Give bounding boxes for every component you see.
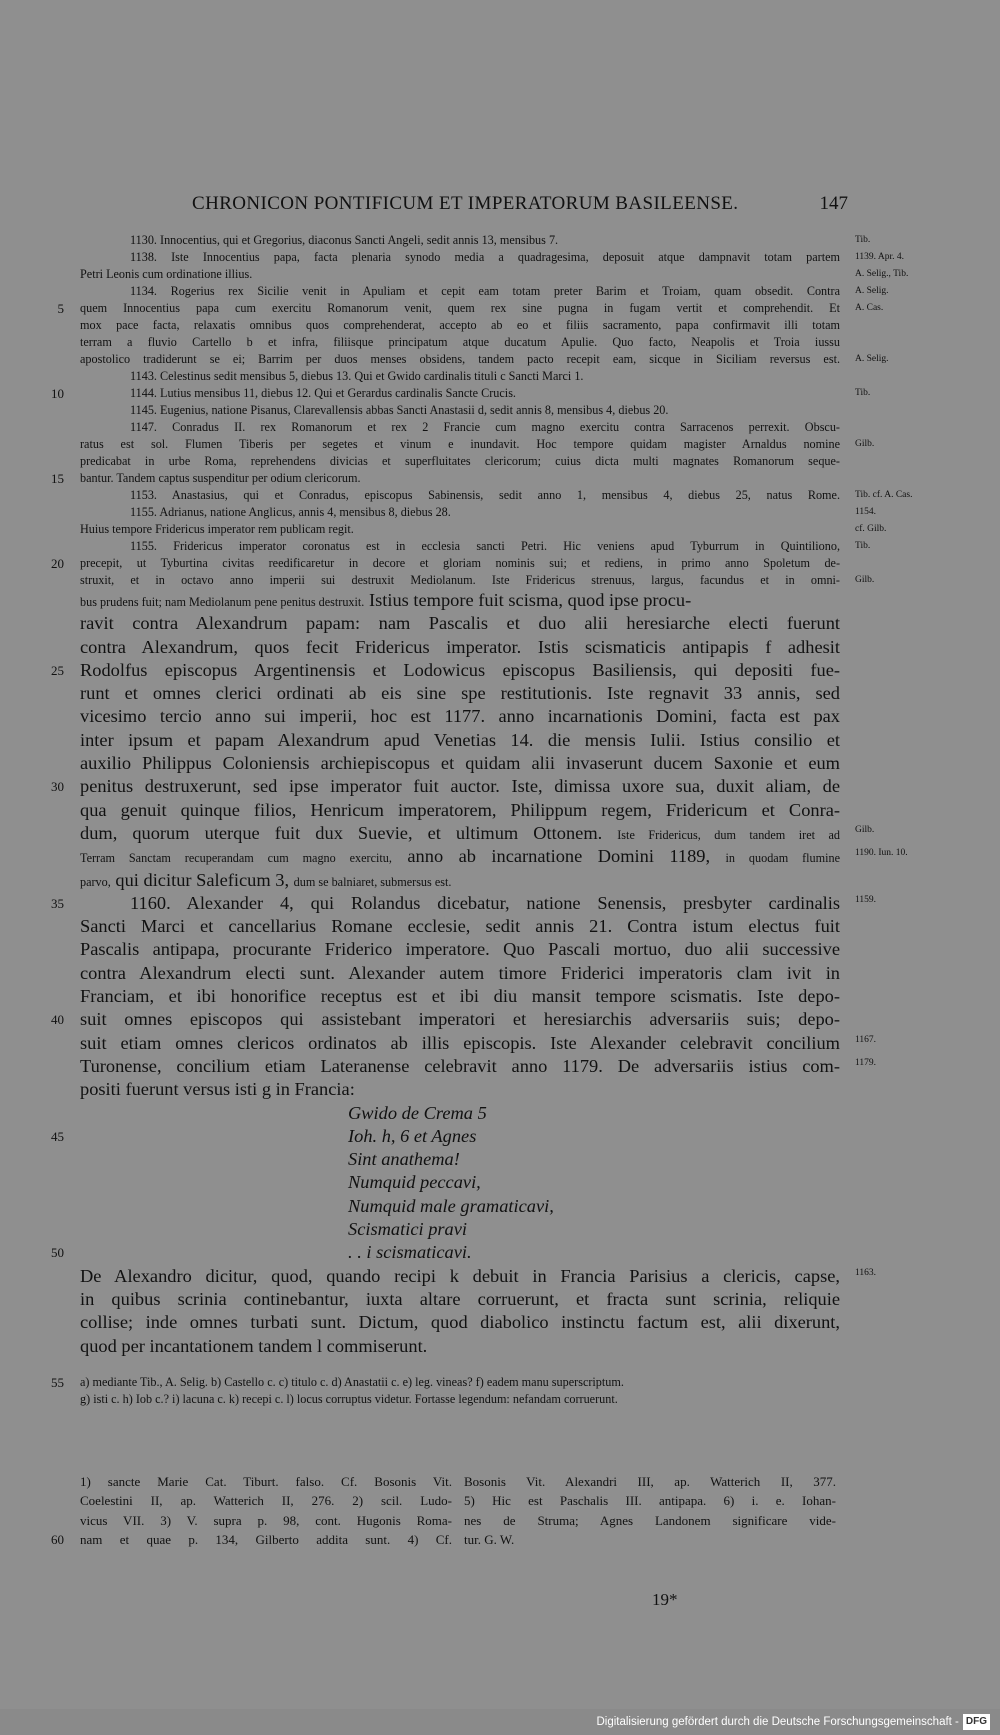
text-line xyxy=(51,892,877,915)
line-text: Turonense, concilium etiam Lateranense celebravit anno 1179. De adversariis istius com- xyxy=(80,1055,840,1076)
line-text: apostolico tradiderunt se ei; Barrim per duos menses obsidens, tandem pacto recepit eam, sicque in Siciliam reversus est. xyxy=(80,352,840,366)
line-number: 30 xyxy=(51,779,64,795)
line-number: 60 xyxy=(51,1532,64,1548)
line-number: 5 xyxy=(57,301,64,316)
text-line xyxy=(80,351,889,368)
line-text xyxy=(80,869,840,894)
line-text: Sancti Marci et cancellarius Romane ecclesie, sedit annis 21. Contra istum electus fuit xyxy=(80,916,840,937)
text-line xyxy=(80,1195,840,1218)
line-text: penitus destruxerunt, sed ipse imperator fuit auctor. Iste, dimissa uxore sua, duxit aliam, de xyxy=(80,776,840,797)
line-text: Numquid male gramaticavi, xyxy=(348,1195,554,1216)
margin-note: 1154. xyxy=(855,507,877,517)
text-line xyxy=(51,470,840,487)
line-text: 1153. Anastasius, qui et Conradus, episcopus Sabinensis, sedit anno 1, mensibus 4, diebus 25, natus Rome. xyxy=(130,488,840,502)
line-text: quod per incantationem tandem l commiserunt. xyxy=(80,1335,428,1356)
signature-mark: 19* xyxy=(652,1590,678,1609)
line-text: mox pace facta, relaxatis omnibus quos comprehenderat, accepto ab eo et filiis sacramento, papa confirmavit illi totam xyxy=(80,318,840,332)
line-text: Petri Leonis cum ordinatione illius. xyxy=(80,267,253,281)
line-text: a) mediante Tib., A. Selig. b) Castello c. c) titulo c. d) Anastatii c. e) leg. vineas? f) eadem manu superscriptum. xyxy=(80,1374,624,1389)
text-line xyxy=(80,1391,840,1408)
text-line xyxy=(80,521,887,538)
line-text: 1144. Lutius mensibus 11, diebus 12. Qui et Gerardus cardinalis Sancte Crucis. xyxy=(130,386,516,400)
spacer xyxy=(80,1358,840,1374)
footnote-line xyxy=(51,1530,452,1549)
line-text: Gwido de Crema 5 xyxy=(348,1102,487,1123)
footnote-text: Bosonis Vit. Alexandri III, ap. Watterich II, 377. xyxy=(464,1474,836,1489)
margin-note: 1159. xyxy=(855,894,877,905)
main-text xyxy=(51,232,913,1408)
large-text: anno ab incarnatione Domini 1189, xyxy=(407,846,711,867)
margin-note: Gilb. xyxy=(855,824,875,835)
line-text: precepit, ut Tyburtina civitas reedificaretur in decore et gloriam nominis sui; et rediens, in primo anno Spoletum de- xyxy=(80,556,840,570)
small-text: in quodam flumine xyxy=(725,851,840,866)
line-text: 1155. Fridericus imperator coronatus est in ecclesia sancti Petri. Hic veniens apud Tyburrum in Quintiliono, xyxy=(130,539,840,553)
line-text: 1145. Eugenius, natione Pisanus, Clarevallensis abbas Sancti Anastasii d, sedit annis 8, mensibus 4, diebus 20. xyxy=(130,403,669,417)
line-text: suit etiam omnes clericos ordinatos ab illis episcopis. Iste Alexander celebravit concilium xyxy=(80,1032,840,1053)
footnote-line xyxy=(80,1491,452,1510)
line-number: 45 xyxy=(51,1128,64,1144)
line-text: struxit, et in octavo anno imperii sui destruxit Mediolanum. Iste Fridericus strenuus, largus, facundus et in omni- xyxy=(80,573,840,587)
small-text: bus prudens fuit; nam Mediolanum pene penitus destruxit. xyxy=(80,595,365,609)
footnote-text: nam et quae p. 134, Gilberto addita sunt. 4) Cf. xyxy=(80,1532,452,1548)
line-number: 15 xyxy=(51,471,64,486)
line-text: terram a fluvio Cartello b et infra, filiisque principatum atque ducatum Apulie. Quo facto, Neapolis et Troia iussu xyxy=(80,335,840,349)
line-text xyxy=(80,589,840,614)
text-line xyxy=(80,612,840,635)
text-line xyxy=(51,555,840,572)
footnotes-right-column xyxy=(464,1472,836,1550)
text-line xyxy=(80,249,904,266)
text-line xyxy=(80,419,840,436)
footer-text: Digitalisierung gefördert durch die Deutsche Forschungsgemeinschaft - xyxy=(596,1716,959,1728)
footnote-line xyxy=(80,1472,452,1491)
text-line xyxy=(80,504,877,521)
footnote-line xyxy=(464,1511,836,1530)
text-line xyxy=(80,589,840,612)
text-line xyxy=(80,1078,840,1101)
line-number: 50 xyxy=(51,1245,64,1261)
line-number: 40 xyxy=(51,1012,64,1028)
line-text: De Alexandro dicitur, quod, quando recipi k debuit in Francia Parisius a clericis, capse, xyxy=(80,1265,840,1286)
line-text: 1130. Innocentius, qui et Gregorius, diaconus Sancti Angeli, sedit annis 13, mensibus 7. xyxy=(130,233,559,247)
dfg-logo: DFG xyxy=(963,1714,990,1730)
line-text: suit omnes episcopos qui assistebant imperatori et heresiarchis adversariis suis; depo- xyxy=(80,1009,840,1030)
line-text: contra Alexandrum, quos fecit Fridericus imperator. Istis scismaticis antipapis f adhesit xyxy=(80,636,840,657)
margin-note: A. Cas. xyxy=(855,303,884,313)
margin-note: 1190. Iun. 10. xyxy=(855,848,908,859)
margin-note: A. Selig. xyxy=(855,354,889,364)
text-line xyxy=(80,538,871,555)
text-line xyxy=(57,300,884,317)
line-text: collise; inde omnes turbati sunt. Dictum, quod diabolico instinctu factum est, alii dixerunt, xyxy=(80,1312,840,1333)
line-text: Huius tempore Fridericus imperator rem publicam regit. xyxy=(80,522,354,536)
text-line xyxy=(80,752,840,775)
text-line xyxy=(80,682,840,705)
line-text: qua genuit quinque filios, Henricum imperatorem, Philippum regem, Fridericum et Conra- xyxy=(80,799,840,820)
footnote-text: nes de Struma; Agnes Landonem significare vide- xyxy=(464,1512,836,1528)
line-number: 10 xyxy=(51,386,64,401)
line-text: inter ipsum et papam Alexandrum apud Venetias 14. die mensis Iulii. Istius consilio et xyxy=(80,729,840,750)
text-line xyxy=(80,334,840,351)
line-number: 25 xyxy=(51,662,64,678)
line-text xyxy=(80,822,840,847)
line-text: 1155. Adrianus, natione Anglicus, annis 4, mensibus 8, diebus 28. xyxy=(130,505,451,519)
line-text: contra Alexandrum electi sunt. Alexander autem timore Friderici imperatoris clam ivit in xyxy=(80,962,840,983)
line-text: ratus est sol. Flumen Tiberis per segetes et vinum e inundavit. Hoc tempore quidam magister Arnaldus nomine xyxy=(80,437,840,451)
line-text: Scismatici pravi xyxy=(348,1219,468,1240)
text-line xyxy=(80,317,840,334)
margin-note: 1163. xyxy=(855,1267,877,1278)
text-line xyxy=(80,283,889,300)
line-text: Pascalis antipapa, procurante Friderico imperatore. Quo Pascali mortuo, duo alii successive xyxy=(80,939,840,960)
large-text: qui dicitur Saleficum 3, xyxy=(115,869,290,890)
line-text: 1160. Alexander 4, qui Rolandus dicebatur, natione Senensis, presbyter cardinalis xyxy=(130,892,840,913)
text-line xyxy=(80,915,840,938)
text-line xyxy=(51,1008,840,1031)
text-line xyxy=(80,729,840,752)
footnotes-left-column xyxy=(51,1472,452,1550)
text-line xyxy=(51,1125,840,1148)
line-text: 1143. Celestinus sedit mensibus 5, diebus 13. Qui et Gwido cardinalis tituli c Sancti Marci 1. xyxy=(130,369,584,383)
margin-note: Tib. xyxy=(855,541,871,551)
line-text: in quibus scrinia continebantur, iuxta altare corruerunt, et fracta sunt scrinia, reliquie xyxy=(80,1288,840,1309)
line-text: ravit contra Alexandrum papam: nam Pascalis et duo alii heresiarche electi fuerunt xyxy=(80,613,840,634)
text-line xyxy=(80,1335,840,1358)
line-number: 20 xyxy=(51,556,64,571)
margin-note: cf. Gilb. xyxy=(855,524,887,534)
text-line xyxy=(80,436,875,453)
header-title: CHRONICON PONTIFICUM ET IMPERATORUM BASILEENSE. xyxy=(192,193,739,214)
funding-footer xyxy=(596,1712,990,1732)
text-line xyxy=(80,1265,877,1288)
margin-note: Tib. cf. A. Cas. xyxy=(855,490,913,500)
text-line xyxy=(80,232,871,249)
margin-note: Tib. xyxy=(855,388,871,398)
text-line xyxy=(51,385,871,402)
margin-note: A. Selig. xyxy=(855,286,889,296)
text-line xyxy=(80,822,875,845)
text-line xyxy=(51,1241,840,1264)
margin-note: Tib. xyxy=(855,235,871,245)
page-number: 147 xyxy=(819,193,848,214)
line-number: 55 xyxy=(51,1374,64,1390)
small-text: Terram Sanctam recuperandam cum magno exercitu, xyxy=(80,851,392,866)
line-text: Franciam, et ibi honorifice receptus est et ibi diu mansit tempore scismatis. Iste depo- xyxy=(80,986,840,1007)
text-line xyxy=(80,985,840,1008)
line-text xyxy=(80,845,840,870)
line-text: vicesimo tercio anno sui imperii, hoc est 1177. anno incarnationis Domini, facta est pax xyxy=(80,706,840,727)
footnote-text: 1) sancte Marie Cat. Tiburt. falso. Cf. Bosonis Vit. xyxy=(80,1474,452,1489)
margin-note: A. Selig., Tib. xyxy=(855,269,909,279)
line-text: Ioh. h, 6 et Agnes xyxy=(348,1125,477,1146)
text-line xyxy=(80,938,840,961)
footnote-text: Coelestini II, ap. Watterich II, 276. 2) scil. Ludo- xyxy=(80,1493,452,1509)
text-line xyxy=(80,1171,840,1194)
large-text: Istius tempore fuit scisma, quod ipse procu- xyxy=(364,590,692,610)
text-line xyxy=(51,1374,840,1391)
text-line xyxy=(80,962,840,985)
text-line xyxy=(80,636,840,659)
line-text: . . i scismaticavi. xyxy=(348,1242,472,1263)
text-line xyxy=(80,266,909,283)
text-line xyxy=(80,1288,840,1311)
footnote-text: tur. G. W. xyxy=(464,1532,515,1548)
text-line xyxy=(80,1148,840,1171)
text-line xyxy=(51,775,840,798)
margin-note: Gilb. xyxy=(855,575,875,585)
footer-bar xyxy=(0,1709,1000,1735)
margin-note: 1139. Apr. 4. xyxy=(855,252,904,262)
footnote-line xyxy=(80,1511,452,1530)
line-text: auxilio Philippus Coloniensis archiepiscopus et quidam alii invaserunt ducem Saxonie et eum xyxy=(80,753,840,774)
footnote-text: 5) Hic est Paschalis III. antipapa. 6) i. e. Iohan- xyxy=(464,1493,836,1509)
line-text: 1138. Iste Innocentius papa, facta plenaria synodo media a quadragesima, deposuit atque dampnavit totam partem xyxy=(130,250,840,264)
text-line xyxy=(51,659,840,682)
large-text: dum, quorum uterque fuit dux Suevie, et ultimum Ottonem. xyxy=(80,822,603,843)
running-header xyxy=(192,193,848,219)
text-line xyxy=(80,1055,877,1078)
text-line xyxy=(80,453,840,470)
text-line xyxy=(80,1311,840,1334)
footnote-line xyxy=(464,1472,836,1491)
text-line xyxy=(80,1032,877,1055)
line-text: 1134. Rogerius rex Sicilie venit in Apuliam et cepit eam totam preter Barim et Troiam, quam obsedit. Contra xyxy=(130,284,840,298)
line-text: 1147. Conradus II. rex Romanorum et rex 2 Francie cum magno exercitu contra Sarracenos perrexit. Obscu- xyxy=(130,420,840,434)
line-text: Rodolfus episcopus Argentinensis et Lodowicus episcopus Basiliensis, qui depositi fue- xyxy=(80,659,840,680)
line-text: Sint anathema! xyxy=(348,1149,460,1170)
small-text: dum se balniaret, submersus est. xyxy=(293,874,452,889)
line-text: bantur. Tandem captus suspenditur per odium clericorum. xyxy=(80,471,361,485)
line-text: predicabat in urbe Roma, reprehendens divicias et superfluitates clericorum; cuius dicta multi magnates Romanorum seque- xyxy=(80,454,840,468)
text-line xyxy=(80,705,840,728)
text-line xyxy=(80,1218,840,1241)
text-line xyxy=(80,368,840,385)
footnote-line xyxy=(464,1530,836,1549)
line-number: 35 xyxy=(51,895,64,911)
text-line xyxy=(80,487,913,504)
text-line xyxy=(80,799,840,822)
small-text: parvo, xyxy=(80,874,111,889)
line-text: Numquid peccavi, xyxy=(348,1172,481,1193)
text-line xyxy=(80,869,840,892)
line-text: quem Innocentius papa cum exercitu Romanorum venit, quem rex sine pugna in fugam vertit et comprehendit. Et xyxy=(80,301,840,315)
small-text: Iste Fridericus, dum tandem iret ad xyxy=(617,827,840,842)
line-text: runt et omnes clerici ordinati ab eis sine spe restitutionis. Iste regnavit 33 annis, sed xyxy=(80,683,840,704)
footnote-text: vicus VII. 3) V. supra p. 98, cont. Hugonis Roma- xyxy=(80,1512,452,1528)
text-line xyxy=(80,845,908,868)
footnote-line xyxy=(464,1491,836,1510)
text-line xyxy=(80,1102,840,1125)
line-text: g) isti c. h) Iob c.? i) lacuna c. k) recepi c. l) locus corruptus videtur. Fortasse legendum: nefandam corruerunt. xyxy=(80,1391,618,1406)
line-text: positi fuerunt versus isti g in Francia: xyxy=(80,1079,355,1100)
margin-note: Gilb. xyxy=(855,439,875,449)
margin-note: 1167. xyxy=(855,1034,877,1045)
text-line xyxy=(80,572,875,589)
margin-note: 1179. xyxy=(855,1057,877,1068)
text-line xyxy=(80,402,840,419)
